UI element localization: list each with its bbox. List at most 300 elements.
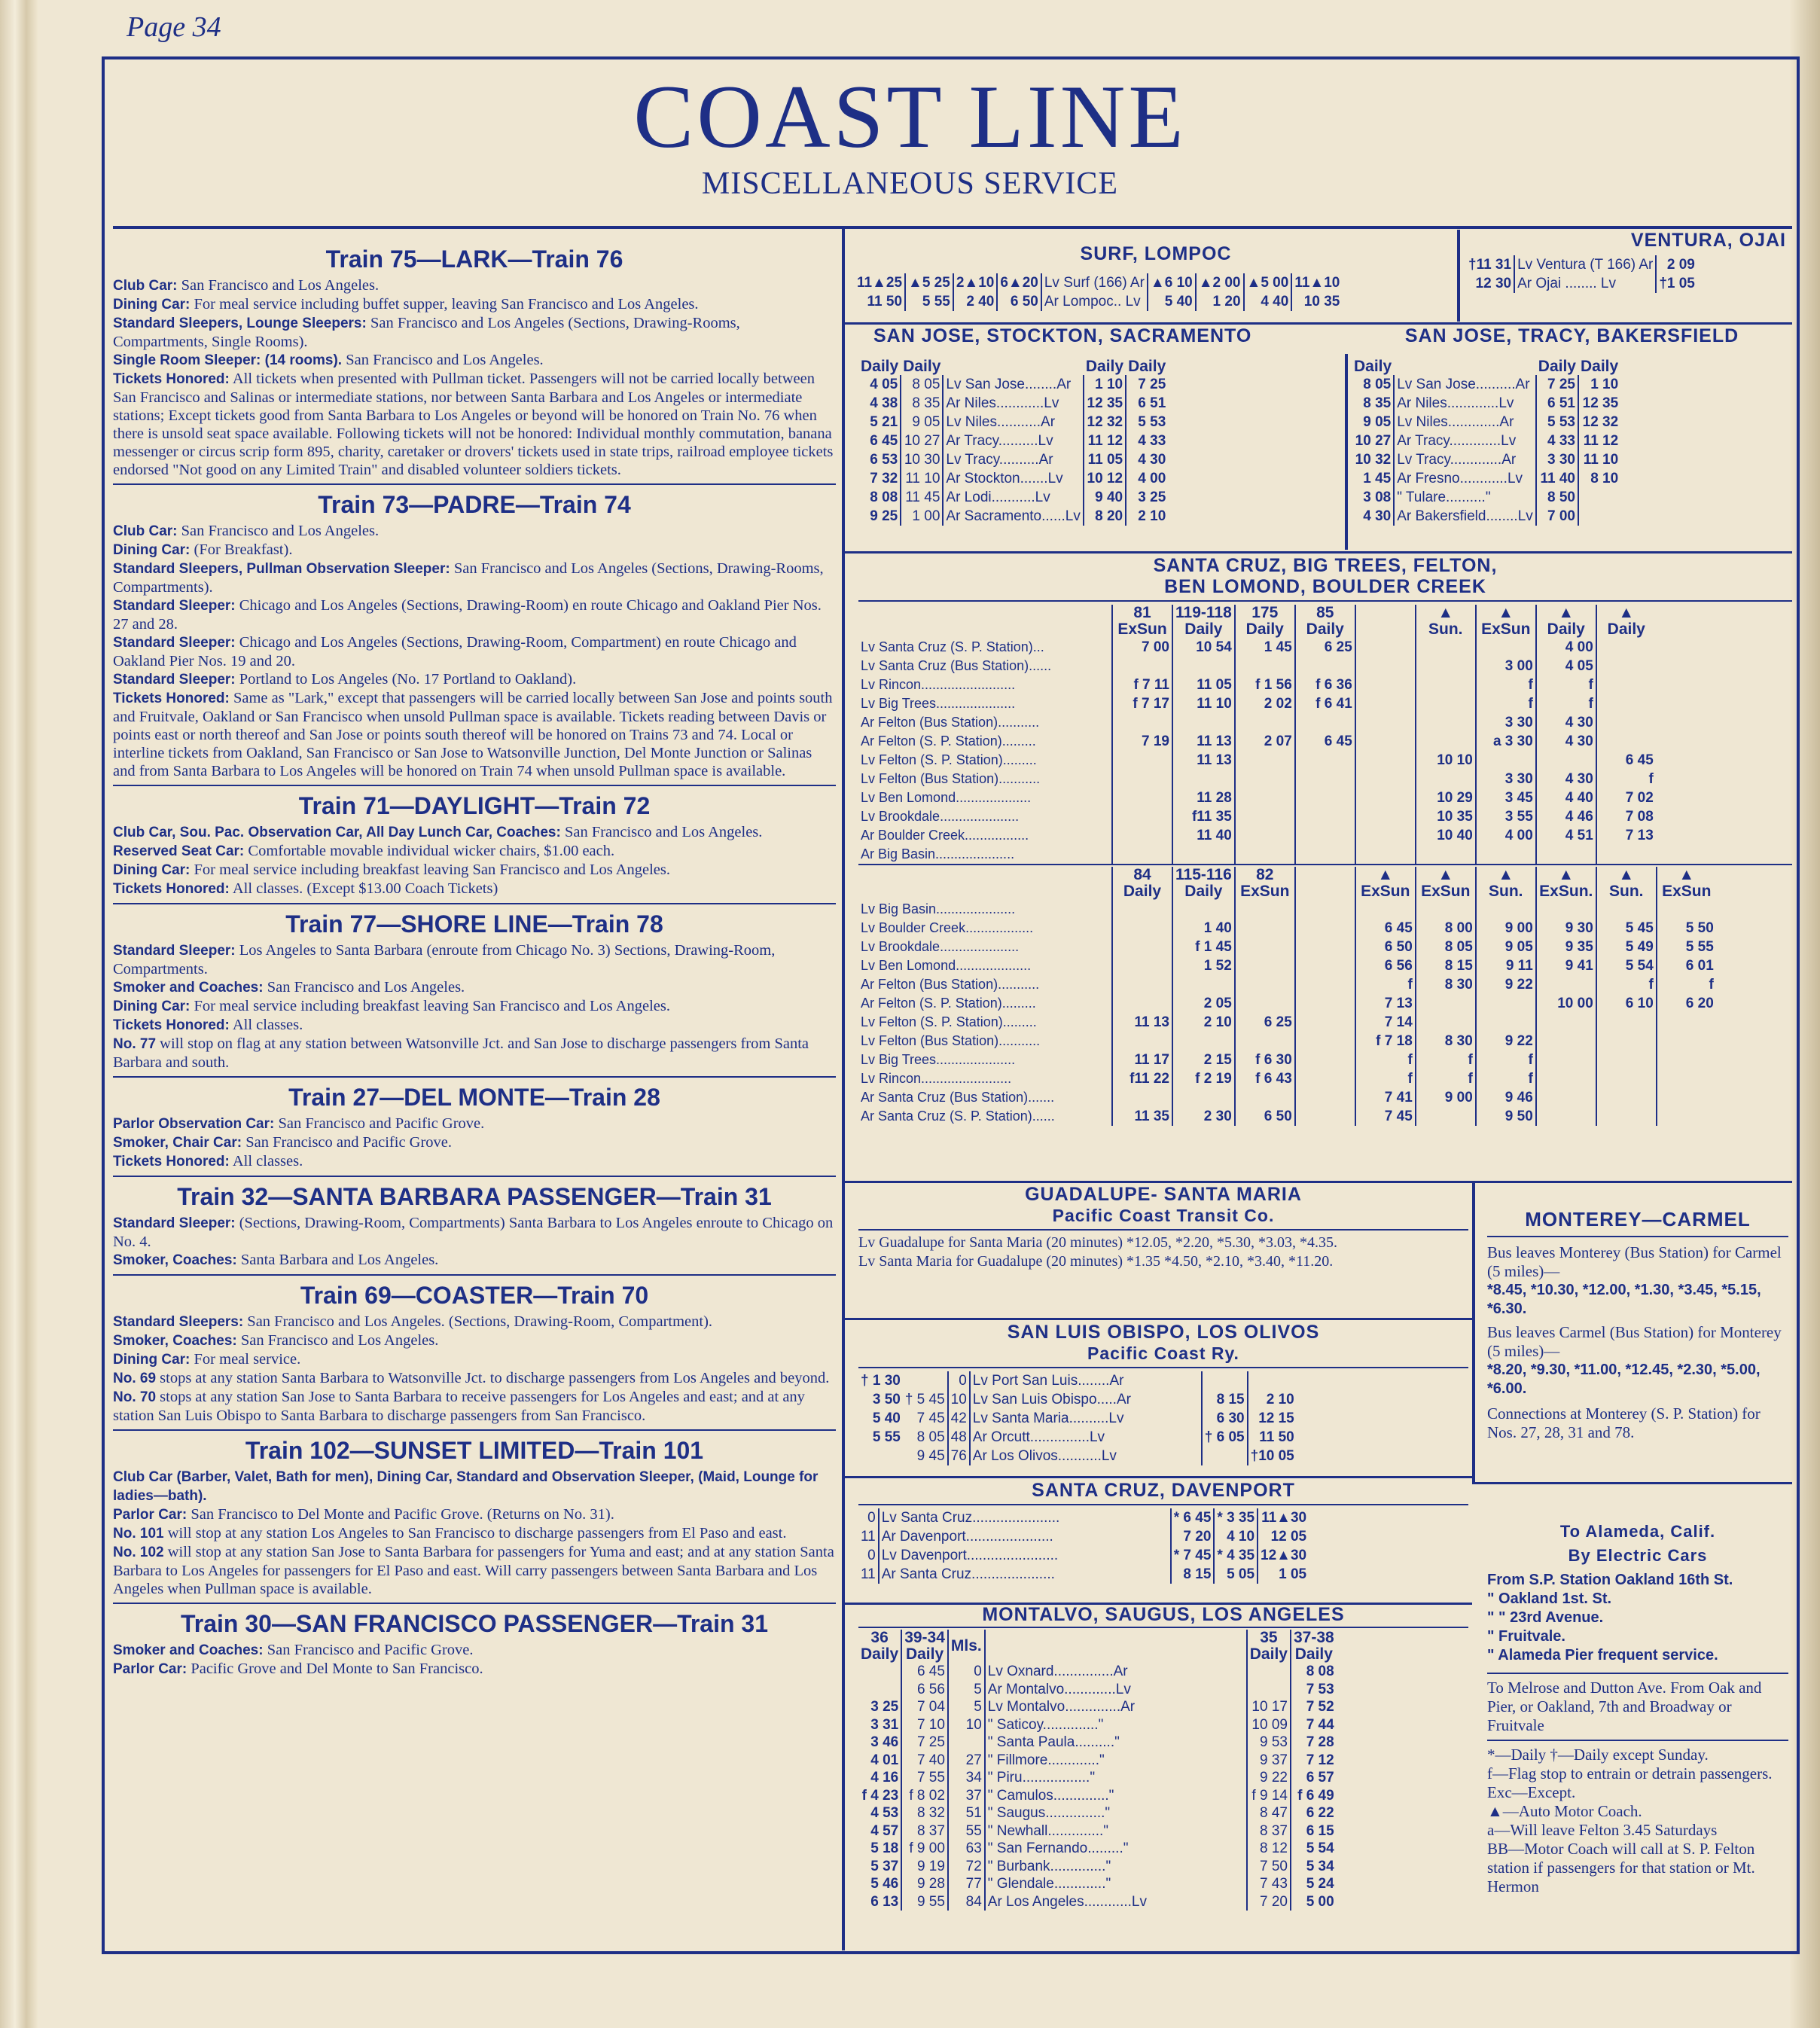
time-cell	[1596, 1088, 1657, 1107]
detail-text: Portland to Los Angeles (No. 17 Portland to Oakland).	[235, 671, 577, 688]
time-cell: 4 57	[870, 1822, 899, 1839]
time-cell	[1295, 938, 1355, 956]
detail-label: Standard Sleeper:	[113, 1215, 236, 1231]
station-name: " Camulos.............."	[985, 1787, 1247, 1805]
alameda-line: " " 23rd Avenue.	[1487, 1609, 1604, 1626]
detail-text: San Francisco and Los Angeles (Sections, Drawing-Rooms, Compartments, Single Rooms).	[113, 315, 740, 350]
table-row	[855, 292, 1342, 311]
time-cell	[1596, 638, 1656, 657]
time-cell	[1416, 770, 1476, 788]
time-cell	[1416, 638, 1476, 657]
time-cell	[1112, 1032, 1172, 1051]
time-cell: 5 54	[1596, 956, 1657, 975]
monterey-p1: Bus leaves Monterey (Bus Station) for Carmel (5 miles)—	[1487, 1243, 1782, 1280]
time-cell: f 8 02	[901, 1787, 948, 1805]
time-cell: 10 27	[901, 432, 943, 450]
column-head	[1536, 605, 1596, 638]
column-head-number: Mls.	[950, 1637, 982, 1654]
table-row	[858, 657, 1656, 675]
station-name: Ar Tracy..........Lv	[943, 432, 1083, 450]
column-head-number: ▲	[1437, 604, 1454, 621]
time-cell	[1235, 1088, 1295, 1107]
time-cell: 5 18	[870, 1840, 899, 1856]
time-cell: 4 38	[870, 395, 898, 411]
time-cell	[1596, 713, 1656, 732]
time-cell	[1536, 900, 1596, 919]
time-cell: 10 12	[1087, 471, 1123, 486]
column-head	[985, 1630, 1247, 1663]
train-detail-line	[113, 1152, 836, 1171]
table-row	[858, 432, 1168, 450]
montalvo-los-angeles-section	[858, 1604, 1468, 1911]
station-name: Lv Tracy..........Ar	[943, 450, 1083, 469]
time-cell	[1355, 900, 1416, 919]
table-header-row	[858, 867, 1716, 900]
detail-text: Comfortable movable individual wicker chairs, $1.00 each.	[244, 843, 615, 859]
table-row	[858, 807, 1656, 826]
time-cell: f 1 56	[1235, 675, 1295, 694]
time-cell: ▲5 00	[1244, 273, 1292, 292]
time-cell	[1295, 657, 1355, 675]
station-name: Ar Stockton.......Lv	[943, 469, 1083, 488]
time-cell: 8 50	[1547, 489, 1575, 505]
table-row	[858, 1069, 1716, 1088]
time-cell	[1235, 826, 1295, 845]
column-head-number: 119-118	[1175, 604, 1232, 621]
mileage-cell: 34	[948, 1769, 985, 1787]
mileage-cell: 10	[948, 1716, 985, 1734]
table-row	[858, 1527, 1309, 1546]
detail-text: All tickets when presented with Pullman ticket. Passengers will not be carried locally between San Francisco and Salinas or intermediate stations, nor between Santa Barbara and Los Angeles or intermediate stations; Except tickets good from Santa Barbara to Los Angeles or beyond will be honored on Train No. 76 when there is unsold seat space available. Following tickets will not be honored: Individual monthly commutation, banana messenger or circus scrip form 895, charity, caretaker or drovers' tickets used in state trips, railroad employee tickets endorsed "Not good on any Limited Train" and disabled volunteer soldiers tickets.	[113, 371, 834, 478]
time-cell: 5 46	[870, 1876, 899, 1892]
time-cell: 11 13	[1112, 1013, 1172, 1032]
alameda-melrose: To Melrose and Dutton Ave. From Oak and Pier, or Oakland, 7th and Broadway or Fruitvale	[1487, 1679, 1762, 1734]
detail-label: Parlor Car:	[113, 1661, 187, 1677]
detail-text: will stop on flag at any station between Watsonville Jct. and San Jose to discharge passengers from Santa Barbara and south.	[113, 1035, 809, 1071]
column-head: Daily	[1128, 358, 1166, 375]
station-name: Ar Felton (Bus Station)...........	[861, 977, 1040, 992]
monterey-carmel-section	[1487, 1209, 1788, 1442]
time-cell	[1596, 900, 1657, 919]
detail-label: Parlor Car:	[113, 1507, 187, 1523]
time-cell	[1172, 713, 1235, 732]
table-row	[858, 1875, 1337, 1893]
column-head-days: Daily	[1249, 1645, 1288, 1663]
time-cell: ▲5 25	[905, 273, 953, 292]
time-cell: 5 49	[1596, 938, 1657, 956]
title-rule	[113, 226, 1792, 229]
time-cell: 8 35	[1363, 395, 1392, 411]
train-detail-line	[113, 522, 836, 541]
time-cell: 8 15	[1183, 1566, 1212, 1582]
table-row	[858, 713, 1656, 732]
time-cell: 7 14	[1355, 1013, 1416, 1032]
train-detail-line	[113, 1350, 836, 1369]
time-cell	[1235, 713, 1295, 732]
time-cell: 7 45	[1355, 1107, 1416, 1126]
station-name: Ar Montalvo.............Lv	[985, 1681, 1247, 1699]
time-cell: 8 05	[901, 375, 943, 394]
detail-label: Dining Car:	[113, 297, 191, 313]
time-cell: 7 08	[1596, 807, 1656, 826]
time-cell: f	[1596, 770, 1656, 788]
table-row	[1466, 255, 1697, 274]
time-cell: 10 40	[1416, 826, 1476, 845]
detail-label: Club Car:	[113, 523, 178, 539]
time-cell: 4 16	[870, 1770, 899, 1786]
time-cell	[1295, 845, 1355, 864]
time-cell: 7 41	[1355, 1088, 1416, 1107]
time-cell: 7 20	[1183, 1529, 1212, 1545]
time-cell: 8 08	[1291, 1663, 1337, 1681]
time-cell: 4 00	[1476, 826, 1536, 845]
time-cell	[1295, 751, 1355, 770]
time-cell: 2 09	[1666, 257, 1695, 273]
detail-text: Same as "Lark," except that passengers will be carried locally between San Jose and points south and Fruitvale, Oakland or San Francisco when unsold Pullman space is available. Tickets reading between Davis or points east or north thereof and San Jose or points south thereof will be honored on Trains 73 and 74. Local or interline tickets from Oakland, San Francisco or San Jose to Watsonville Junction, Del Monte Junction or Salinas and from Santa Barbara to Los Angeles will be honored on Train 74 when unsold Pullman space is available.	[113, 690, 833, 779]
table-row	[1352, 432, 1620, 450]
time-cell: 6 20	[1657, 994, 1716, 1013]
time-cell: 5 53	[1126, 413, 1168, 432]
mileage-cell: 42	[948, 1409, 970, 1428]
station-name: Ar Sacramento......Lv	[943, 507, 1083, 526]
detail-label: No. 102	[113, 1545, 164, 1560]
column-head	[1657, 867, 1716, 900]
time-cell	[1596, 675, 1656, 694]
time-cell: 5 21	[870, 414, 898, 430]
station-name: Ar Bakersfield........Lv	[1394, 507, 1536, 526]
train-detail-line	[113, 1313, 836, 1331]
time-cell	[1112, 788, 1172, 807]
san-jose-sacramento-section	[858, 325, 1340, 526]
column-head-number: 35	[1260, 1629, 1278, 1646]
train-detail-line	[113, 861, 836, 880]
time-cell: 3 30	[1476, 770, 1536, 788]
ventura-heading: VENTURA, OJAI	[1630, 230, 1786, 251]
time-cell: 8 12	[1259, 1840, 1288, 1856]
table-row	[858, 900, 1716, 919]
mileage-cell: 51	[948, 1804, 985, 1822]
time-cell: 9 00	[1416, 1088, 1476, 1107]
detail-text: San Francisco to Del Monte and Pacific Grove. (Returns on No. 31).	[187, 1506, 614, 1523]
detail-label: No. 101	[113, 1526, 164, 1542]
time-cell: 6 13	[870, 1893, 899, 1910]
time-cell: † 6 05	[1204, 1429, 1245, 1445]
time-cell: 11 05	[1087, 452, 1123, 468]
mileage-cell	[948, 1734, 985, 1752]
alameda-line: " Fruitvale.	[1487, 1628, 1565, 1645]
alameda-line: " Alameda Pier frequent service.	[1487, 1647, 1718, 1664]
time-cell: 6 45	[870, 433, 898, 449]
time-cell	[1248, 1371, 1297, 1390]
time-cell	[1295, 1069, 1355, 1088]
time-cell: 2 30	[1172, 1107, 1235, 1126]
time-cell: 5 50	[1657, 919, 1716, 938]
column-head-days: Sun.	[1489, 883, 1523, 900]
station-name: Lv Davenport.......................	[879, 1546, 1171, 1565]
time-cell: f	[1596, 975, 1657, 994]
detail-label: Smoker and Coaches:	[113, 980, 264, 996]
time-cell	[1235, 770, 1295, 788]
station-name: Ar Los Angeles............Lv	[985, 1893, 1247, 1911]
train-separator	[113, 1603, 836, 1604]
time-cell: 3 25	[1126, 488, 1168, 507]
time-cell	[858, 1681, 901, 1699]
time-cell: 6 30	[1216, 1410, 1245, 1426]
table-row	[858, 994, 1716, 1013]
mileage-cell: 84	[948, 1893, 985, 1911]
time-cell: 10 27	[1355, 433, 1392, 449]
time-cell: 4 33	[1547, 433, 1575, 449]
time-cell: †10 05	[1248, 1447, 1297, 1465]
mileage-cell: 0	[867, 1510, 876, 1526]
time-cell: f 7 18	[1355, 1032, 1416, 1051]
table-row	[858, 507, 1168, 526]
station-name: " Saticoy.............."	[985, 1716, 1247, 1734]
time-cell	[1235, 788, 1295, 807]
time-cell: 10 29	[1416, 788, 1476, 807]
time-cell: 2 07	[1235, 732, 1295, 751]
table-row	[858, 1716, 1337, 1734]
time-cell: f 9 00	[901, 1840, 948, 1858]
mileage-cell: 0	[948, 1371, 970, 1390]
time-cell	[1112, 900, 1172, 919]
station-name: Ar Niles.............Lv	[1394, 394, 1536, 413]
column-head-number: ▲	[1558, 866, 1575, 883]
time-cell: 2 02	[1235, 694, 1295, 713]
time-cell: 4 51	[1536, 826, 1596, 845]
column-head	[1355, 867, 1416, 900]
time-cell: f	[1536, 694, 1596, 713]
time-cell: 6 57	[1291, 1769, 1337, 1787]
time-cell	[1235, 751, 1295, 770]
train-block	[113, 1084, 836, 1171]
station-name: " Saugus..............."	[985, 1804, 1247, 1822]
time-cell: 6 50	[1235, 1107, 1295, 1126]
time-cell: 2 10	[1126, 507, 1168, 526]
time-cell: 11 40	[1172, 826, 1235, 845]
column-head-days: Sun.	[1609, 883, 1644, 900]
time-cell: 7 04	[901, 1698, 948, 1716]
time-cell: 10 35	[1291, 292, 1342, 311]
column-head-number: ▲	[1678, 866, 1695, 883]
time-cell: 4 40	[1244, 292, 1292, 311]
train-detail-line	[113, 689, 836, 780]
table-header-row	[858, 358, 1168, 375]
guadalupe-operator: Pacific Coast Transit Co.	[1052, 1206, 1275, 1225]
table-row	[858, 1698, 1337, 1716]
time-cell: 4 30	[1536, 770, 1596, 788]
station-name: Lv Felton (Bus Station)...........	[861, 771, 1041, 786]
time-cell	[1416, 694, 1476, 713]
train-detail-line	[113, 1133, 836, 1152]
detail-text: All classes. (Except $13.00 Coach Tickets)	[229, 880, 498, 897]
detail-label: Tickets Honored:	[113, 691, 230, 706]
time-cell: 4 05	[1536, 657, 1596, 675]
time-cell: 2 05	[1172, 994, 1235, 1013]
time-cell: 10 32	[1355, 452, 1392, 468]
detail-text: San Francisco and Pacific Grove.	[242, 1134, 453, 1151]
detail-label: Dining Car:	[113, 1352, 191, 1368]
table-row	[858, 1858, 1337, 1876]
table-row	[858, 845, 1656, 864]
time-cell	[1536, 1088, 1596, 1107]
station-name: Lv San Luis Obispo.....Ar	[970, 1390, 1202, 1409]
detail-label: Standard Sleeper:	[113, 598, 236, 614]
time-cell	[1536, 975, 1596, 994]
column-head-days: Daily	[905, 1645, 944, 1663]
table-row	[858, 1051, 1716, 1069]
mileage-cell: 0	[948, 1663, 985, 1681]
santa-cruz-big-trees-section	[858, 555, 1792, 1126]
time-cell	[1657, 1032, 1716, 1051]
column-head-days: Daily	[1123, 883, 1162, 900]
column-head: Daily	[1354, 358, 1392, 375]
time-cell: 3 55	[1476, 807, 1536, 826]
column-head-days: Daily	[1184, 883, 1223, 900]
time-cell	[1416, 994, 1476, 1013]
train-heading: Train 73—PADRE—Train 74	[318, 491, 631, 518]
table-row	[858, 1013, 1716, 1032]
station-name: Lv Felton (S. P. Station).........	[861, 1014, 1037, 1029]
time-cell: 6 45	[901, 1663, 948, 1681]
table-row	[1352, 394, 1620, 413]
column-head: Daily	[1085, 358, 1124, 375]
time-cell	[1112, 807, 1172, 826]
time-cell: 8 15	[1416, 956, 1476, 975]
page-title: COAST LINE	[633, 66, 1187, 166]
time-cell: f	[1416, 1069, 1476, 1088]
legend-line: f—Flag stop to entrain or detrain passengers.	[1487, 1764, 1773, 1783]
time-cell: 11 35	[1112, 1107, 1172, 1126]
time-cell	[1295, 919, 1355, 938]
time-cell	[1536, 1069, 1596, 1088]
train-separator	[113, 785, 836, 786]
detail-text: All classes.	[229, 1017, 303, 1033]
time-cell: 9 25	[870, 508, 898, 524]
time-cell: 7 28	[1291, 1734, 1337, 1752]
time-cell: 9 11	[1476, 956, 1536, 975]
time-cell	[1657, 1088, 1716, 1107]
station-name: Ar Santa Cruz (S. P. Station)......	[861, 1109, 1055, 1124]
train-detail-line	[113, 1016, 836, 1035]
time-cell: 3 46	[870, 1734, 899, 1750]
table-row	[858, 788, 1656, 807]
time-cell	[1235, 807, 1295, 826]
time-cell	[1202, 1371, 1248, 1390]
time-cell	[1476, 638, 1536, 657]
legend-line: Exc—Except.	[1487, 1783, 1576, 1801]
time-cell: ▲2 00	[1196, 273, 1244, 292]
time-cell: 4 33	[1126, 432, 1168, 450]
time-cell: 7 55	[901, 1769, 948, 1787]
table-row	[858, 826, 1656, 845]
table-row	[858, 394, 1168, 413]
detail-label: Standard Sleeper:	[113, 672, 236, 688]
detail-text: (Sections, Drawing-Room, Compartments) Santa Barbara to Los Angeles enroute to Chicago on No. 4.	[113, 1215, 834, 1250]
column-head	[1291, 1630, 1337, 1663]
time-cell: 7 50	[1259, 1858, 1288, 1874]
time-cell: 1 10	[1578, 375, 1620, 394]
time-cell: f11 22	[1112, 1069, 1172, 1088]
train-detail-line	[113, 370, 836, 479]
time-cell: 9 55	[901, 1893, 948, 1911]
guadalupe-line: Lv Santa Maria for Guadalupe (20 minutes) *1.35 *4.50, *2.10, *3.40, *11.20.	[858, 1253, 1334, 1270]
column-head-number: 82	[1256, 866, 1274, 883]
guadalupe-line: Lv Guadalupe for Santa Maria (20 minutes) *12.05, *2.20, *5.30, *3.03, *4.35.	[858, 1234, 1338, 1251]
time-cell: 9 46	[1476, 1088, 1536, 1107]
time-cell	[1355, 694, 1416, 713]
time-cell	[1112, 994, 1172, 1013]
time-cell	[1295, 1032, 1355, 1051]
time-cell: 4 05	[870, 377, 898, 392]
detail-label: Standard Sleepers, Pullman Observation Sleeper:	[113, 561, 450, 577]
column-head	[1172, 605, 1235, 638]
train-separator	[113, 1176, 836, 1177]
time-cell	[1416, 1107, 1476, 1126]
detail-label: No. 77	[113, 1036, 157, 1052]
table-row	[858, 1107, 1716, 1126]
page-subtitle: MISCELLANEOUS SERVICE	[701, 166, 1119, 201]
time-cell: 8 37	[901, 1822, 948, 1840]
time-cell	[1355, 788, 1416, 807]
time-cell	[1172, 1032, 1235, 1051]
column-head	[1235, 605, 1295, 638]
train-separator	[113, 483, 836, 485]
time-cell: 5 55	[905, 292, 953, 311]
time-cell: 7 00	[1112, 638, 1172, 657]
time-cell	[1416, 657, 1476, 675]
time-cell: 3 25	[870, 1699, 899, 1715]
train-detail-line	[113, 1214, 836, 1251]
column-head-days: ExSun	[1240, 883, 1290, 900]
time-cell	[1416, 675, 1476, 694]
time-cell: 2 40	[953, 292, 998, 311]
time-cell: 11 12	[1578, 432, 1620, 450]
time-cell: 11▲30	[1258, 1508, 1309, 1527]
time-cell: 11 10	[901, 469, 943, 488]
time-cell: 2▲10	[953, 273, 998, 292]
monterey-times-2: *8.20, *9.30, *11.00, *12.45, *2.30, *5.00, *6.00.	[1487, 1362, 1761, 1397]
train-detail-line	[113, 633, 836, 670]
station-name: " Tulare.........."	[1394, 488, 1536, 507]
train-detail-line	[113, 1369, 836, 1388]
station-name: Lv Ben Lomond....................	[861, 790, 1032, 805]
table-header-row	[1352, 358, 1620, 375]
time-cell: 12 32	[1578, 413, 1620, 432]
column-head-number: 81	[1133, 604, 1151, 621]
time-cell: 1 52	[1172, 956, 1235, 975]
time-cell: 12 30	[1475, 276, 1512, 291]
table-header-row	[858, 1630, 1337, 1663]
detail-label: Club Car (Barber, Valet, Bath for men), Dining Car, Standard and Observation Sleeper, (Maid, Lounge for ladies—bath).	[113, 1469, 819, 1504]
train-detail-line	[113, 1331, 836, 1350]
station-name: Lv Rincon........................	[861, 1071, 1012, 1086]
time-cell	[1172, 1088, 1235, 1107]
alameda-heading-2: By Electric Cars	[1568, 1546, 1708, 1565]
station-name: Lv Brookdale.....................	[861, 939, 1020, 954]
train-detail-line	[113, 541, 836, 560]
time-cell	[1476, 751, 1536, 770]
time-cell: 7 13	[1596, 826, 1656, 845]
time-cell	[1416, 845, 1476, 864]
time-cell: 2 15	[1172, 1051, 1235, 1069]
table-row	[858, 770, 1656, 788]
time-cell: * 7 45	[1173, 1548, 1212, 1563]
time-cell: 9 00	[1476, 919, 1536, 938]
detail-text: will stop at any station San Jose to Santa Barbara for passengers for Yuma and east; and at any station Santa Barbara to Los Angeles for passengers for El Paso and east. Will carry passengers between Santa Barbara and Los Angeles when Pullman space is available.	[113, 1544, 834, 1597]
table-row	[858, 1769, 1337, 1787]
time-cell: 6 56	[1355, 956, 1416, 975]
